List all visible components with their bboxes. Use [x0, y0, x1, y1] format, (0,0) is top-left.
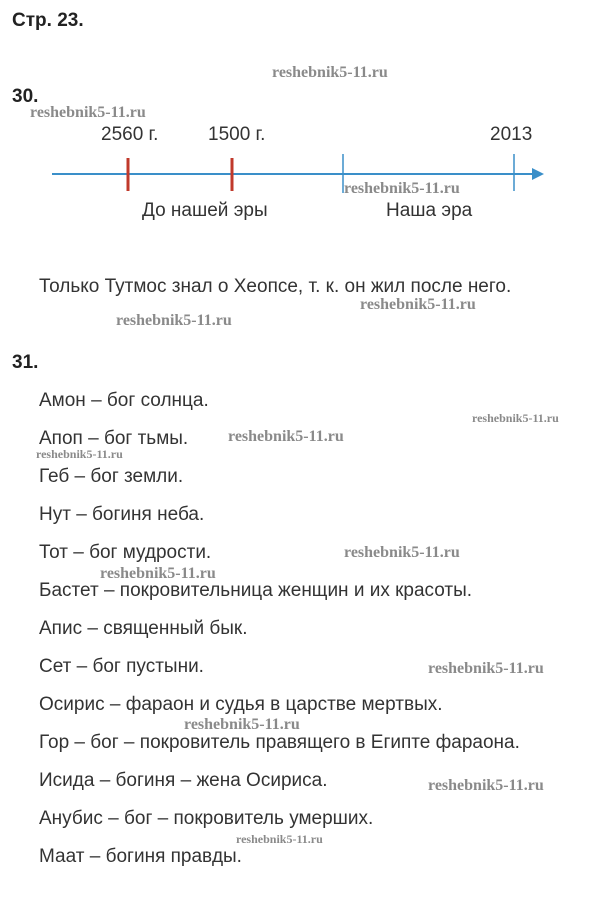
god-item-bastet: Бастет – покровительница женщин и их красоты. — [39, 580, 473, 601]
god-item-amon: Амон – бог солнца. — [39, 390, 209, 411]
watermark: reshebnik5-11.ru — [116, 312, 232, 329]
era-bc-label: До нашей эры — [142, 200, 268, 221]
watermark: reshebnik5-11.ru — [228, 428, 344, 445]
watermark: reshebnik5-11.ru — [344, 180, 460, 197]
god-item-anubis: Анубис – бог – покровитель умерших. — [39, 808, 374, 829]
watermark: reshebnik5-11.ru — [30, 104, 146, 121]
watermark: reshebnik5-11.ru — [472, 411, 559, 425]
god-item-thoth: Тот – бог мудрости. — [39, 542, 212, 563]
page-title: Стр. 23. — [12, 10, 84, 31]
watermark: reshebnik5-11.ru — [360, 296, 476, 313]
watermark: reshebnik5-11.ru — [236, 832, 323, 846]
task-31-number: 31. — [12, 352, 39, 373]
watermark: reshebnik5-11.ru — [344, 544, 460, 561]
god-item-apis: Апис – священный бык. — [39, 618, 248, 639]
watermark: reshebnik5-11.ru — [36, 447, 123, 461]
watermark: reshebnik5-11.ru — [272, 64, 388, 81]
watermark: reshebnik5-11.ru — [100, 565, 216, 582]
task-30-answer: Только Тутмос знал о Хеопсе, т. к. он жил после него. — [39, 276, 512, 297]
god-item-set: Сет – бог пустыни. — [39, 656, 204, 677]
timeline-label-1500: 1500 г. — [208, 124, 266, 145]
watermark: reshebnik5-11.ru — [428, 660, 544, 677]
watermark: reshebnik5-11.ru — [184, 716, 300, 733]
god-item-horus: Гор – бог – покровитель правящего в Египте фараона. — [39, 732, 520, 753]
timeline-label-2013: 2013 — [490, 124, 533, 145]
watermark: reshebnik5-11.ru — [428, 777, 544, 794]
god-item-osiris: Осирис – фараон и судья в царстве мертвых. — [39, 694, 443, 715]
timeline-arrow-head — [532, 168, 544, 180]
timeline-label-2560: 2560 г. — [101, 124, 159, 145]
task-30-number: 30. — [12, 86, 39, 107]
era-ad-label: Наша эра — [386, 200, 473, 221]
god-item-nut: Нут – богиня неба. — [39, 504, 205, 525]
god-item-maat: Маат – богиня правды. — [39, 846, 242, 867]
god-item-isis: Исида – богиня – жена Осириса. — [39, 770, 328, 791]
god-item-geb: Геб – бог земли. — [39, 466, 184, 487]
god-item-apop: Апоп – бог тьмы. — [39, 428, 189, 449]
